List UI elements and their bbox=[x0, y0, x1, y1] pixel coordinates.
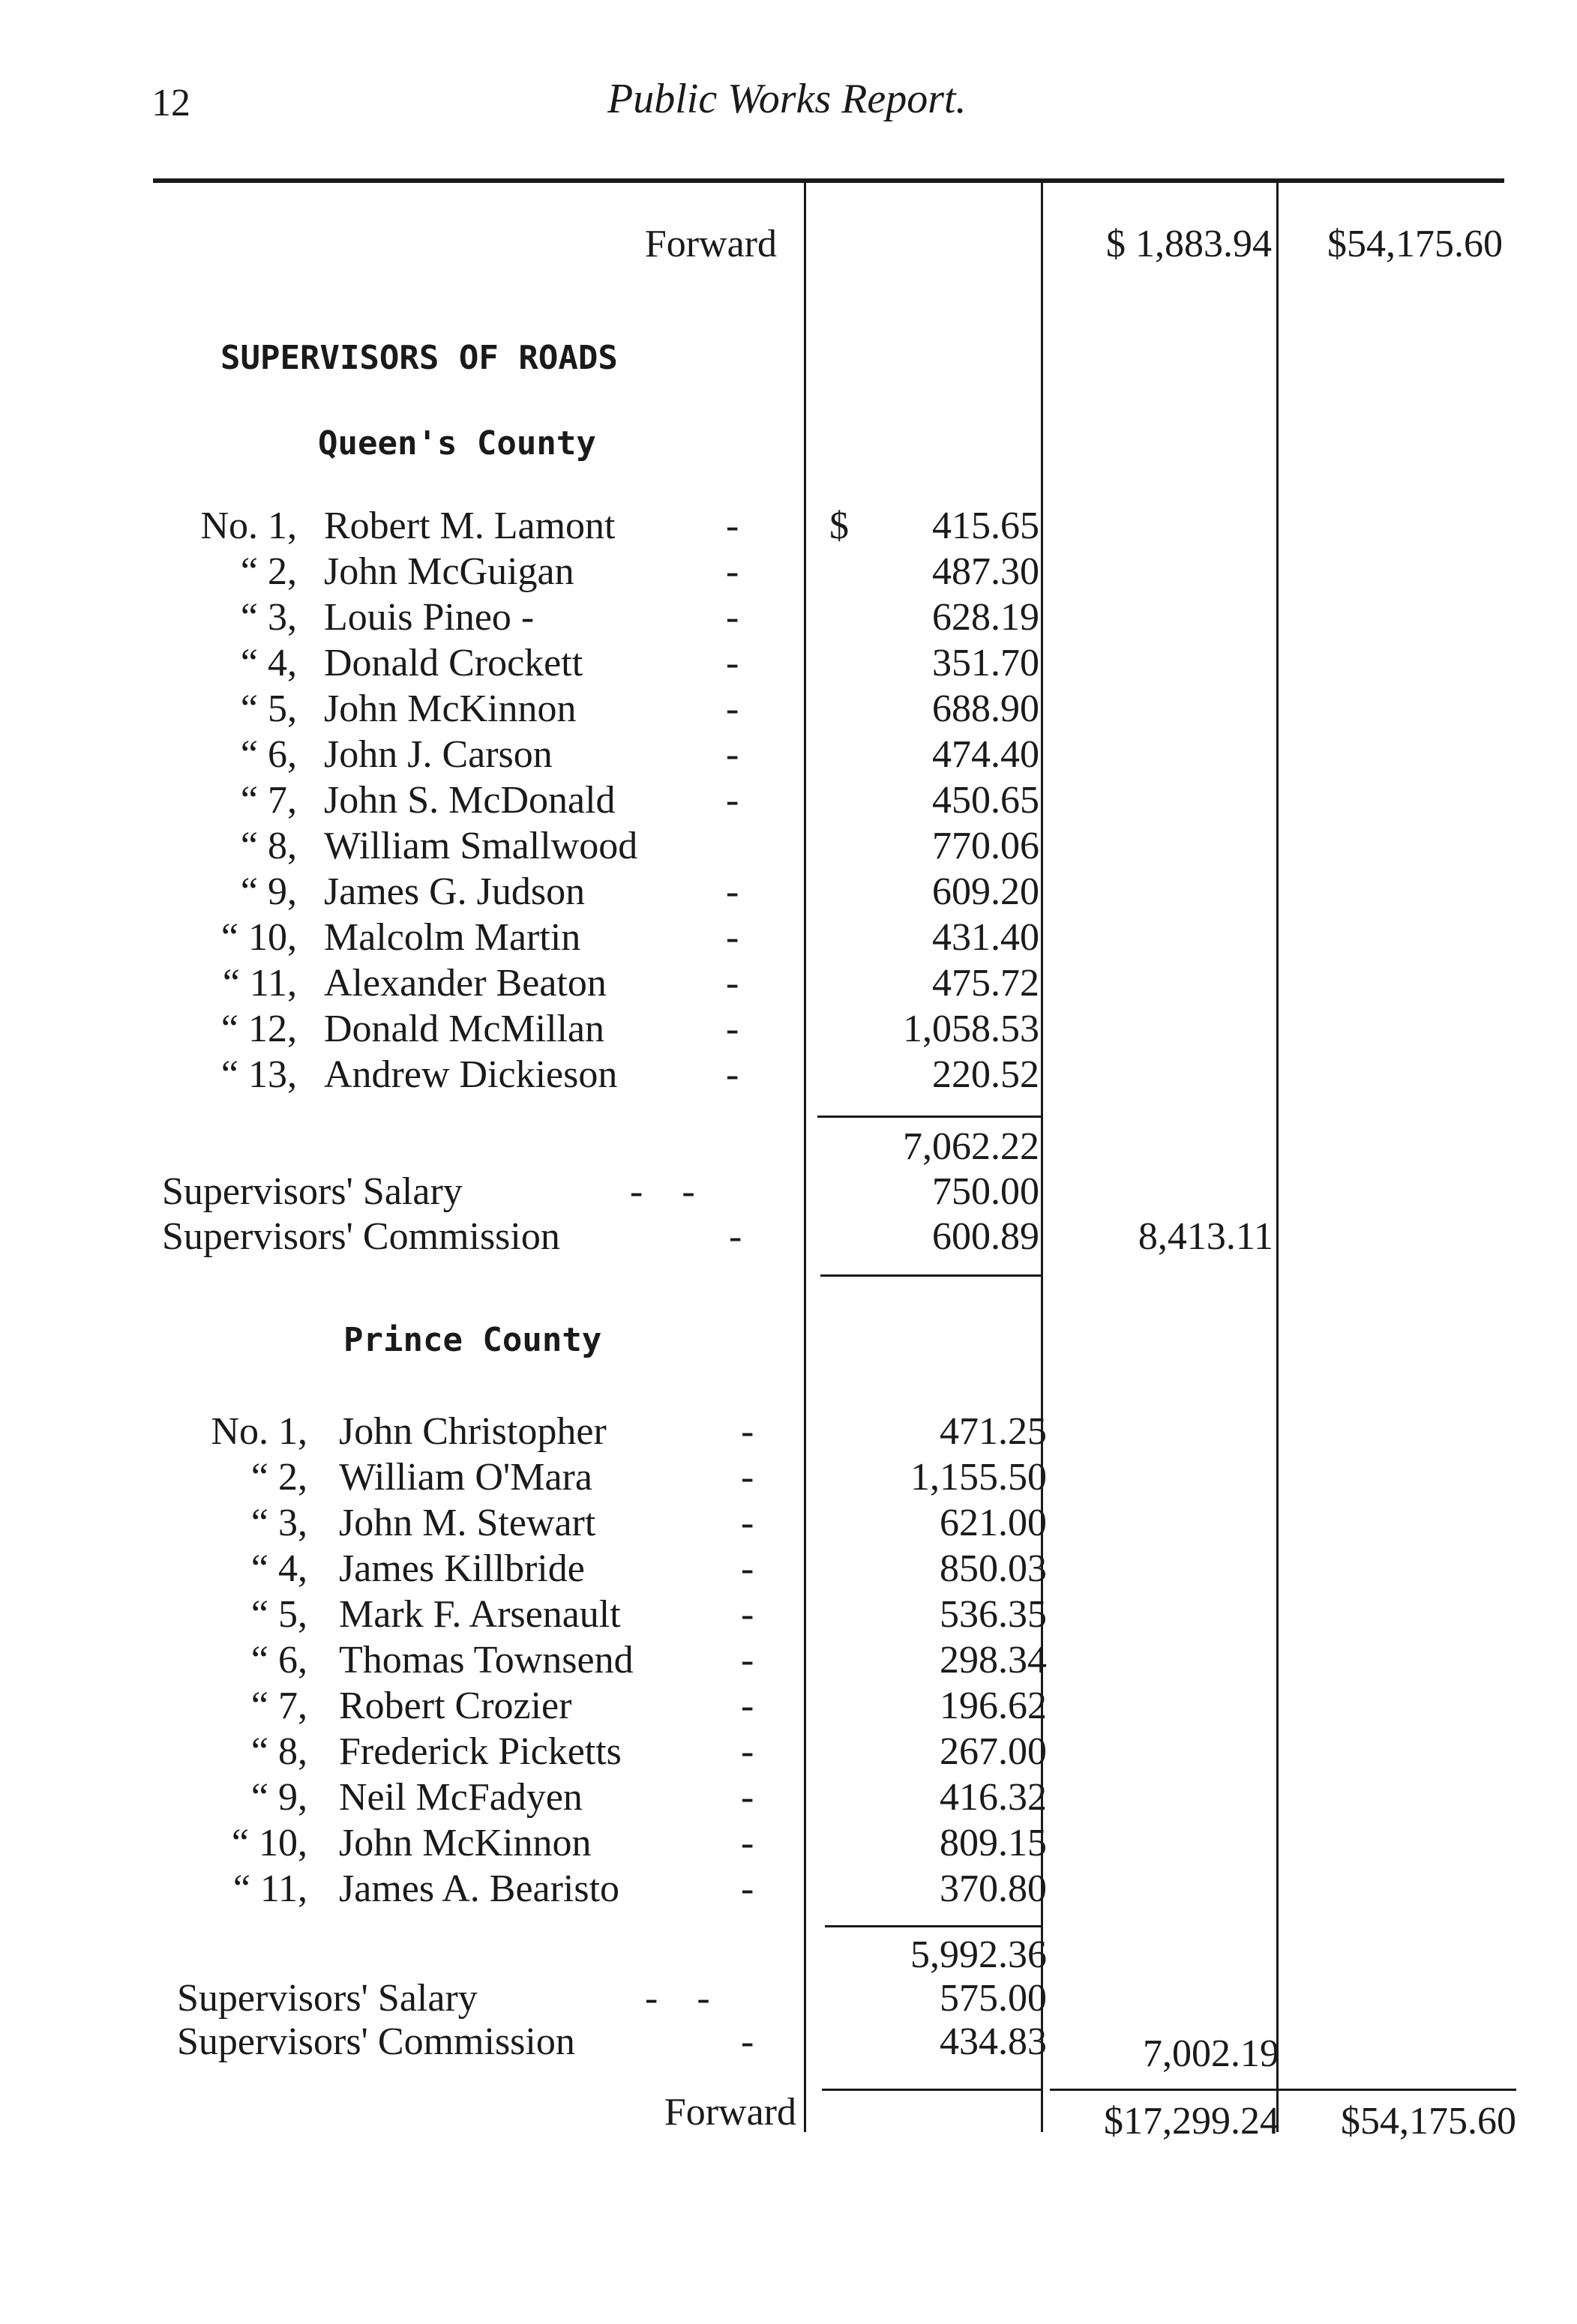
supervisor-name: Robert Crozier bbox=[339, 1685, 572, 1727]
queens-subtotal-rule bbox=[817, 1116, 1042, 1118]
supervisor-name: James G. Judson bbox=[324, 870, 586, 913]
forward-top-col4: $54,175.60 bbox=[1327, 223, 1503, 265]
table-row bbox=[0, 1592, 1577, 1637]
leader-dash: - bbox=[741, 1867, 754, 1910]
row-amount: 770.06 bbox=[932, 825, 1039, 867]
table-row bbox=[0, 1053, 1577, 1098]
dollar-sign: $ bbox=[829, 505, 849, 547]
supervisor-name: Andrew Dickieson bbox=[324, 1053, 618, 1096]
row-amount: 475.72 bbox=[932, 962, 1039, 1005]
row-number: “ 8, bbox=[250, 1730, 307, 1773]
row-number: “ 7, bbox=[250, 1685, 307, 1727]
row-amount: 1,155.50 bbox=[910, 1456, 1047, 1499]
prince-salary-label: Supervisors' Salary bbox=[177, 1977, 478, 2020]
row-amount: 450.65 bbox=[932, 779, 1039, 822]
table-row bbox=[0, 1455, 1577, 1500]
table-row bbox=[0, 870, 1577, 915]
supervisor-name: James A. Bearisto bbox=[339, 1867, 620, 1910]
row-amount: 1,058.53 bbox=[903, 1008, 1039, 1050]
supervisor-name: John McKinnon bbox=[324, 687, 577, 730]
table-row bbox=[0, 1775, 1577, 1820]
leader-dash: - bbox=[741, 1410, 754, 1453]
queens-commission-label: Supervisors' Commission bbox=[162, 1215, 560, 1258]
supervisor-name: John Christopher bbox=[339, 1410, 607, 1453]
bottom-rule-col34 bbox=[1050, 2089, 1516, 2091]
leader-dash: - bbox=[726, 733, 739, 776]
table-row bbox=[0, 1730, 1577, 1774]
row-amount: 416.32 bbox=[940, 1776, 1047, 1819]
table-row bbox=[0, 915, 1577, 960]
row-amount: 351.70 bbox=[932, 642, 1039, 684]
row-amount: 431.40 bbox=[932, 916, 1039, 959]
forward-label-top: Forward bbox=[644, 223, 777, 265]
leader-dash: - bbox=[726, 550, 739, 593]
row-amount: 196.62 bbox=[940, 1685, 1047, 1727]
leader-dash: - bbox=[726, 505, 739, 547]
leader-dash: - bbox=[741, 1822, 754, 1864]
leader-dash: - bbox=[741, 1593, 754, 1636]
supervisor-name: John McKinnon bbox=[339, 1822, 592, 1864]
prince-salary-amount: 575.00 bbox=[940, 1977, 1047, 2020]
table-row bbox=[0, 595, 1577, 640]
row-amount: 621.00 bbox=[940, 1502, 1047, 1544]
row-amount: 536.35 bbox=[940, 1593, 1047, 1636]
row-number: “ 3, bbox=[250, 1502, 307, 1544]
row-number: “ 9, bbox=[250, 1776, 307, 1819]
row-amount: 370.80 bbox=[940, 1867, 1047, 1910]
table-row bbox=[0, 1867, 1577, 1912]
leader-dash: - bbox=[726, 779, 739, 822]
table-row bbox=[0, 961, 1577, 1006]
supervisor-name: Thomas Townsend bbox=[339, 1639, 634, 1682]
table-row bbox=[0, 1501, 1577, 1546]
row-number: “ 10, bbox=[231, 1822, 307, 1864]
supervisor-name: John J. Carson bbox=[324, 733, 553, 776]
table-row bbox=[0, 687, 1577, 732]
supervisor-name: Donald Crockett bbox=[324, 642, 583, 684]
queens-commission-amount: 600.89 bbox=[932, 1215, 1039, 1258]
row-amount: 487.30 bbox=[932, 550, 1039, 593]
supervisor-name: Alexander Beaton bbox=[324, 962, 607, 1005]
bottom-rule-col2 bbox=[822, 2089, 1042, 2091]
row-number: No. 1, bbox=[211, 1410, 307, 1453]
table-row bbox=[0, 1007, 1577, 1052]
row-number: “ 4, bbox=[240, 642, 297, 684]
prince-commission-row bbox=[0, 2020, 1577, 2065]
row-number: No. 1, bbox=[200, 505, 297, 547]
prince-commission-amount: 434.83 bbox=[940, 2020, 1047, 2063]
row-number: “ 12, bbox=[220, 1008, 297, 1050]
leader-dash: - bbox=[726, 596, 739, 639]
row-amount: 415.65 bbox=[932, 505, 1039, 547]
table-row bbox=[0, 1684, 1577, 1729]
row-amount: 474.40 bbox=[932, 733, 1039, 776]
row-number: “ 10, bbox=[220, 916, 297, 959]
table-row bbox=[0, 1638, 1577, 1683]
leader-dash: - bbox=[741, 1776, 754, 1819]
leader-dash: - bbox=[726, 1053, 739, 1096]
row-amount: 298.34 bbox=[940, 1639, 1047, 1682]
prince-salary-dashes: - - bbox=[645, 1977, 710, 2020]
leader-dash: - bbox=[726, 916, 739, 959]
supervisor-name: Malcolm Martin bbox=[324, 916, 581, 959]
table-row bbox=[0, 824, 1577, 869]
leader-dash: - bbox=[726, 962, 739, 1005]
table-row bbox=[0, 641, 1577, 686]
supervisor-name: John M. Stewart bbox=[339, 1502, 596, 1544]
prince-commission-dash: - bbox=[741, 2020, 754, 2063]
prince-subtotal: 5,992.36 bbox=[910, 1933, 1047, 1976]
running-head: Public Works Report. bbox=[607, 76, 967, 122]
row-amount: 267.00 bbox=[940, 1730, 1047, 1773]
prince-salary-row bbox=[0, 1976, 1577, 2021]
row-amount: 220.52 bbox=[932, 1053, 1039, 1096]
leader-dash: - bbox=[726, 687, 739, 730]
leader-dash: - bbox=[726, 870, 739, 913]
row-amount: 609.20 bbox=[932, 870, 1039, 913]
top-rule bbox=[153, 178, 1504, 183]
leader-dash: - bbox=[726, 1008, 739, 1050]
queens-commission-rule bbox=[820, 1274, 1042, 1277]
supervisor-name: John S. McDonald bbox=[324, 779, 616, 822]
row-number: “ 8, bbox=[240, 825, 297, 867]
row-number: “ 2, bbox=[240, 550, 297, 593]
supervisor-name: Mark F. Arsenault bbox=[339, 1593, 621, 1636]
leader-dash: - bbox=[726, 642, 739, 684]
section-title: SUPERVISORS OF ROADS bbox=[220, 339, 618, 377]
queens-commission-dash: - bbox=[729, 1215, 742, 1258]
row-number: “ 9, bbox=[240, 870, 297, 913]
queens-salary-dashes: - - bbox=[630, 1170, 695, 1213]
forward-label-bottom: Forward bbox=[664, 2091, 796, 2134]
queens-commission-row bbox=[0, 1214, 1577, 1259]
queens-salary-row bbox=[0, 1169, 1577, 1214]
queens-salary-amount: 750.00 bbox=[932, 1170, 1039, 1213]
supervisor-name: Frederick Picketts bbox=[339, 1730, 622, 1773]
table-row bbox=[0, 550, 1577, 594]
row-amount: 628.19 bbox=[932, 596, 1039, 639]
supervisor-name: Neil McFadyen bbox=[339, 1776, 583, 1819]
table-row bbox=[0, 504, 1577, 549]
queens-total: 8,413.11 bbox=[1138, 1215, 1273, 1258]
row-amount: 688.90 bbox=[932, 687, 1039, 730]
page-number: 12 bbox=[151, 82, 190, 124]
prince-commission-label: Supervisors' Commission bbox=[177, 2020, 575, 2063]
row-number: “ 13, bbox=[220, 1053, 297, 1096]
supervisor-name: William O'Mara bbox=[339, 1456, 592, 1499]
leader-dash: - bbox=[741, 1547, 754, 1590]
leader-dash: - bbox=[741, 1730, 754, 1773]
queens-salary-label: Supervisors' Salary bbox=[162, 1170, 463, 1213]
queens-county-heading: Queen's County bbox=[318, 424, 596, 463]
row-number: “ 11, bbox=[222, 962, 297, 1005]
row-number: “ 6, bbox=[240, 733, 297, 776]
table-row bbox=[0, 1547, 1577, 1592]
row-number: “ 5, bbox=[240, 687, 297, 730]
forward-bottom-col4: $54,175.60 bbox=[1341, 2100, 1516, 2143]
row-number: “ 2, bbox=[250, 1456, 307, 1499]
row-amount: 809.15 bbox=[940, 1822, 1047, 1864]
supervisor-name: Robert M. Lamont bbox=[324, 505, 616, 547]
leader-dash: - bbox=[741, 1639, 754, 1682]
table-row bbox=[0, 1821, 1577, 1866]
leader-dash: - bbox=[741, 1685, 754, 1727]
table-row bbox=[0, 732, 1577, 777]
supervisor-name: John McGuigan bbox=[324, 550, 574, 593]
row-number: “ 5, bbox=[250, 1593, 307, 1636]
row-number: “ 11, bbox=[232, 1867, 307, 1910]
leader-dash: - bbox=[741, 1502, 754, 1544]
row-number: “ 7, bbox=[240, 779, 297, 822]
table-row bbox=[0, 778, 1577, 823]
prince-subtotal-rule bbox=[825, 1925, 1042, 1927]
table-row bbox=[0, 1409, 1577, 1454]
supervisor-name: William Smallwood bbox=[324, 825, 638, 867]
forward-bottom-col3: $17,299.24 bbox=[1104, 2100, 1279, 2143]
supervisor-name: Donald McMillan bbox=[324, 1008, 605, 1050]
queens-subtotal: 7,062.22 bbox=[903, 1125, 1039, 1168]
row-number: “ 6, bbox=[250, 1639, 307, 1682]
row-amount: 850.03 bbox=[940, 1547, 1047, 1590]
row-amount: 471.25 bbox=[940, 1410, 1047, 1453]
forward-top-col3: $ 1,883.94 bbox=[1106, 223, 1272, 265]
supervisor-name: James Killbride bbox=[339, 1547, 585, 1590]
row-number: “ 4, bbox=[250, 1547, 307, 1590]
leader-dash: - bbox=[741, 1456, 754, 1499]
row-number: “ 3, bbox=[240, 596, 297, 639]
prince-county-heading: Prince County bbox=[343, 1321, 602, 1359]
prince-total: 7,002.19 bbox=[1143, 2032, 1279, 2075]
supervisor-name: Louis Pineo - bbox=[324, 596, 535, 639]
